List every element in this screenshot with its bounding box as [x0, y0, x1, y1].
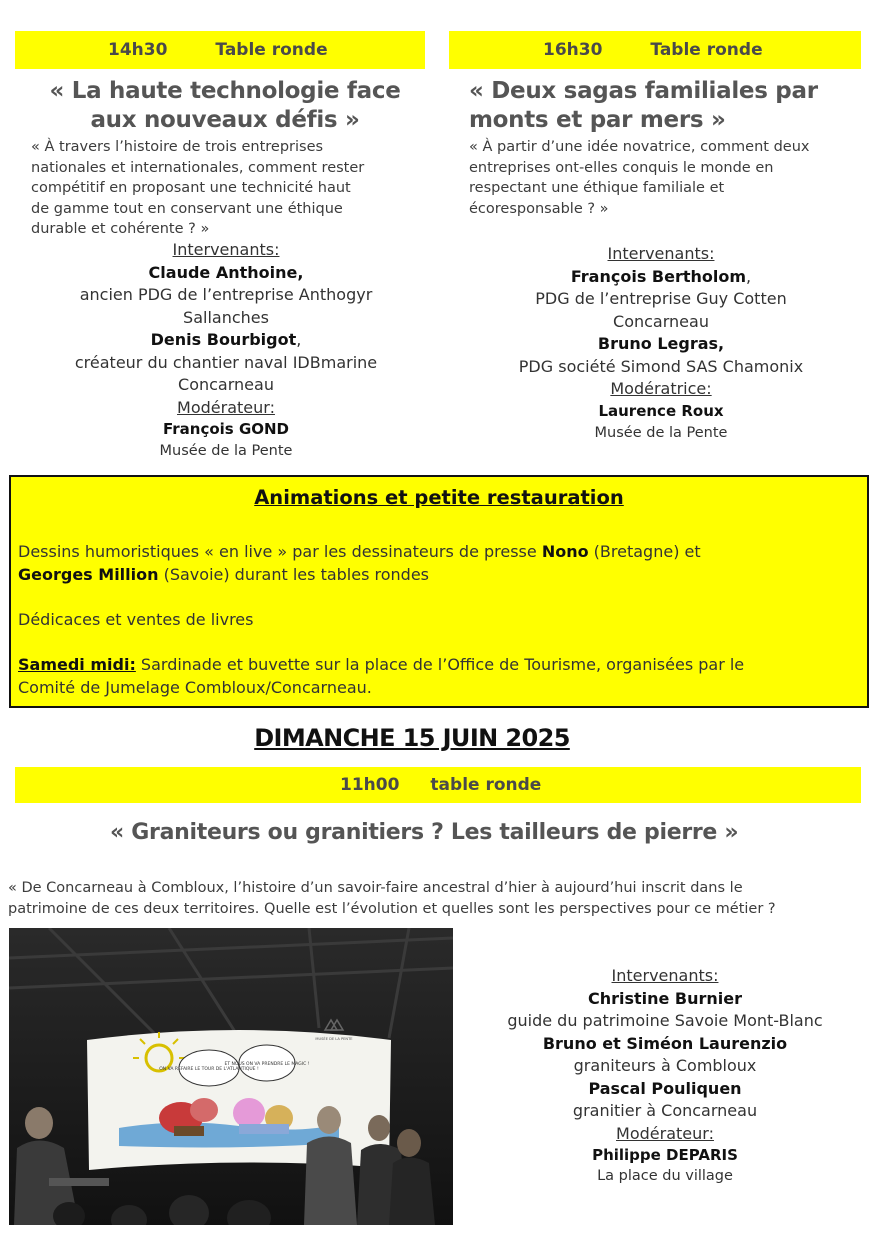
animations-paragraph-1: [18, 540, 863, 586]
moderator-org: La place du village: [597, 1168, 733, 1184]
speaker-role: granitier à Concarneau: [572, 1101, 758, 1120]
speaker-name: François Bertholom: [570, 266, 747, 286]
quote-line: de gamme tout en conservant une éthique: [31, 200, 343, 217]
speaker-place: Sallanches: [183, 307, 269, 327]
text-run: (Bretagne) et: [588, 542, 701, 561]
speaker-place: Concarneau: [613, 311, 709, 331]
bubble-text-1: ON VA REFAIRE LE TOUR DE L'ATLANTIQUE !: [159, 1067, 259, 1072]
text-run: Dessins humoristiques « en live » par les dessinateurs de presse: [18, 542, 542, 561]
screen-logo-text: MUSÉE DE LA PENTE: [315, 1037, 353, 1041]
quote-line: entreprises ont-elles conquis le monde en: [469, 159, 774, 176]
speaker-name: Denis Bourbigot: [150, 330, 297, 349]
moderator-name: Philippe DEPARIS: [592, 1146, 738, 1164]
speaker-role: PDG de l’entreprise Guy Cotten: [535, 289, 787, 308]
sunday-time: 11h00: [340, 775, 400, 795]
sunday-type: table ronde: [430, 775, 542, 795]
speakers-label: Intervenants:: [607, 244, 715, 263]
moderator-name: François GOND: [162, 420, 290, 438]
quote-line: « À partir d’une idée novatrice, comment deux: [469, 139, 810, 155]
sunday-speakers: [440, 965, 877, 1187]
animations-box: [9, 475, 869, 708]
artist-name: Nono: [541, 542, 589, 561]
session-right-title: [469, 77, 869, 135]
quote-line: « De Concarneau à Combloux, l’histoire d’un savoir-faire ancestral d’hier à aujourd’hui inscrit dans le: [8, 880, 743, 896]
speaker-name: Bruno et Siméon Laurenzio: [542, 1033, 788, 1053]
artist-name: Georges Million: [18, 565, 159, 584]
session-left-header-band: [15, 31, 425, 69]
session-right-title-line1: « Deux sagas familiales par: [469, 78, 818, 104]
moderator-label: Modératrice:: [610, 379, 712, 398]
quote-line: « À travers l’histoire de trois entreprises: [31, 139, 324, 155]
session-left-speakers: [0, 239, 452, 462]
session-left-type: Table ronde: [215, 40, 328, 60]
session-right-time: 16h30: [543, 40, 603, 60]
saturday-label: Samedi midi:: [18, 655, 136, 674]
sunday-title: « Graniteurs ou granitiers ? Les tailleurs de pierre »: [110, 820, 739, 845]
sunday-date-heading: DIMANCHE 15 JUIN 2025: [254, 724, 570, 752]
session-left-quote: [31, 137, 431, 240]
speaker-role: guide du patrimoine Savoie Mont-Blanc: [507, 1011, 823, 1030]
animations-heading: Animations et petite restauration: [254, 486, 624, 509]
speaker-role: graniteurs à Combloux: [573, 1056, 757, 1075]
moderator-org: Musée de la Pente: [159, 443, 293, 459]
session-right-quote: [469, 137, 869, 219]
speaker-comma: ,: [746, 266, 752, 286]
speaker-comma: ,: [296, 330, 302, 349]
animations-paragraph-3: [18, 653, 863, 699]
speakers-label: Intervenants:: [611, 966, 719, 985]
event-photo-illustration: [9, 928, 453, 1225]
session-left-title-line1: « La haute technologie face: [49, 78, 401, 104]
moderator-org: Musée de la Pente: [594, 424, 728, 441]
quote-line: respectant une éthique familiale et: [469, 180, 725, 196]
quote-line: durable et cohérente ? »: [31, 221, 210, 237]
speaker-name: Claude Anthoine,: [148, 262, 304, 282]
quote-line: écoresponsable ? »: [469, 200, 609, 217]
moderator-label: Modérateur:: [616, 1123, 714, 1143]
session-right-type: Table ronde: [650, 40, 763, 60]
session-left-title-line2: aux nouveaux défis »: [90, 107, 360, 133]
sunday-heading-wrap: [0, 722, 824, 754]
text-run: (Savoie) durant les tables rondes: [158, 565, 430, 584]
quote-line: nationales et internationales, comment rester: [31, 159, 365, 176]
speaker-name: Pascal Pouliquen: [588, 1078, 742, 1098]
speaker-role: PDG société Simond SAS Chamonix: [518, 356, 804, 376]
speaker-name: Bruno Legras,: [597, 334, 725, 353]
speaker-place: Concarneau: [178, 375, 274, 394]
speaker-role: créateur du chantier naval IDBmarine: [74, 352, 378, 372]
quote-line: patrimoine de ces deux territoires. Quelle est l’évolution et quelles sont les perspectives pour ce métier ?: [8, 900, 776, 917]
speaker-role: ancien PDG de l’entreprise Anthogyr: [79, 285, 373, 304]
sunday-header-band: [15, 767, 861, 803]
speaker-name: Christine Burnier: [587, 988, 743, 1008]
session-right-header-band: [449, 31, 861, 69]
session-left-title: [15, 77, 435, 135]
sunday-quote: [8, 878, 874, 919]
animations-paragraph-2: Dédicaces et ventes de livres: [18, 610, 254, 629]
session-left-time: 14h30: [108, 40, 168, 60]
text-run: Comité de Jumelage Combloux/Concarneau.: [18, 678, 372, 697]
event-photo: [9, 928, 453, 1225]
session-right-speakers: [435, 243, 877, 444]
quote-line: compétitif en proposant une technicité haut: [31, 180, 351, 196]
bubble-text-2: ET NOUS ON VA PRENDRE LE MAGIC !: [224, 1062, 310, 1067]
text-run: Sardinade et buvette sur la place de l’Office de Tourisme, organisées par le: [135, 655, 745, 674]
moderator-name: Laurence Roux: [598, 401, 724, 420]
session-right-title-line2: monts et par mers »: [469, 107, 726, 133]
moderator-label: Modérateur:: [177, 397, 275, 417]
speakers-label: Intervenants:: [172, 240, 280, 259]
